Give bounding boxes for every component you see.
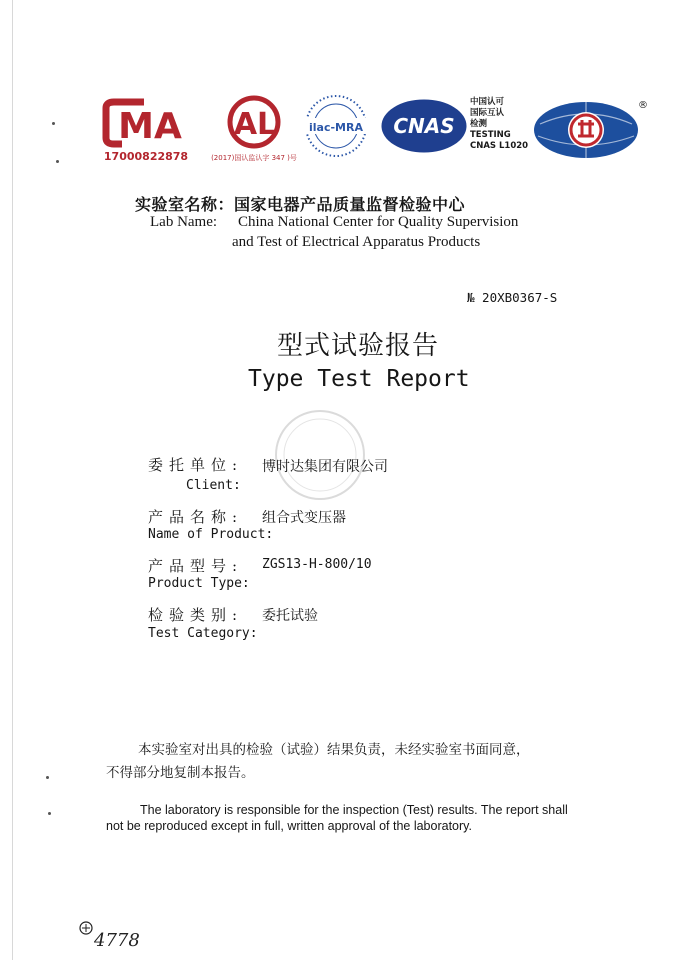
scan-mark — [46, 776, 49, 779]
product-type-value: ZGS13-H-800/10 — [262, 557, 372, 572]
handwritten-page-mark — [78, 918, 140, 951]
product-type-label-en: Product Type: — [148, 576, 250, 591]
scan-edge — [12, 0, 13, 960]
product-name-value: 组合式变压器 — [262, 510, 346, 526]
report-title-en: Type Test Report — [248, 366, 470, 392]
lab-name-label-en: Lab Name: — [150, 214, 218, 230]
report-title-cn: 型式试验报告 — [277, 331, 440, 361]
cnas-logo — [380, 96, 468, 156]
lab-name-en-line2: and Test of Electrical Apparatus Products — [232, 234, 481, 250]
notice-cn-line2: 不得部分地复制本报告。 — [106, 765, 255, 781]
ilac-mra-logo — [298, 92, 374, 164]
seal-inner-ring — [284, 419, 356, 491]
report-number: № 20XB0367-S — [467, 290, 558, 305]
cnas-line: 中国认可 — [470, 97, 505, 107]
client-label-en: Client: — [186, 478, 241, 493]
cma-letters: MA — [118, 106, 182, 147]
test-category-label-cn: 检验类别: — [148, 606, 244, 624]
scan-mark — [48, 812, 51, 815]
circled-mark-glyph — [82, 924, 90, 932]
scan-mark — [56, 160, 59, 163]
cnas-line: CNAS L1020 — [470, 141, 529, 151]
cal-logo — [208, 92, 300, 164]
ilac-text: ilac-MRA — [309, 121, 363, 134]
cal-number: (2017)国认监认字 347 )号 — [211, 154, 297, 162]
product-type-label-cn: 产品型号: — [148, 557, 244, 575]
lab-name-en-line1: China National Center for Quality Supervision — [238, 214, 519, 230]
lab-name-cn: 实验室名称：国家电器产品质量监督检验中心 — [135, 195, 466, 214]
product-name-label-cn: 产品名称: — [148, 508, 244, 526]
notice-cn-line1: 本实验室对出具的检验（试验）结果负责，未经实验室书面同意， — [138, 742, 530, 758]
client-value: 博时达集团有限公司 — [262, 459, 388, 475]
cal-letters: AL — [233, 107, 277, 142]
registered-mark: ® — [638, 100, 648, 111]
cqc-seal-bg — [568, 112, 604, 148]
test-category-value: 委托试验 — [262, 608, 318, 624]
handwritten-number: 4778 — [94, 930, 140, 951]
test-category-label-en: Test Category: — [148, 626, 258, 641]
cnas-line: 国际互认 — [470, 108, 505, 118]
cnas-letters: CNAS — [393, 114, 455, 138]
cma-logo — [92, 92, 202, 164]
client-label-cn: 委托单位: — [148, 456, 244, 474]
seal-ring — [276, 411, 364, 499]
cnas-line: 检测 — [470, 119, 488, 129]
cqc-globe-logo — [530, 94, 648, 164]
cma-number: 17000822878 — [103, 150, 189, 163]
official-seal-stamp — [270, 405, 370, 505]
product-name-label-en: Name of Product: — [148, 527, 274, 542]
scan-mark — [52, 122, 55, 125]
cnas-line: TESTING — [470, 130, 511, 140]
notice-en-line1: The laboratory is responsible for the inspection (Test) results. The report shall — [140, 803, 568, 817]
notice-en-line2: not be reproduced except in full, written approval of the laboratory. — [106, 819, 472, 833]
